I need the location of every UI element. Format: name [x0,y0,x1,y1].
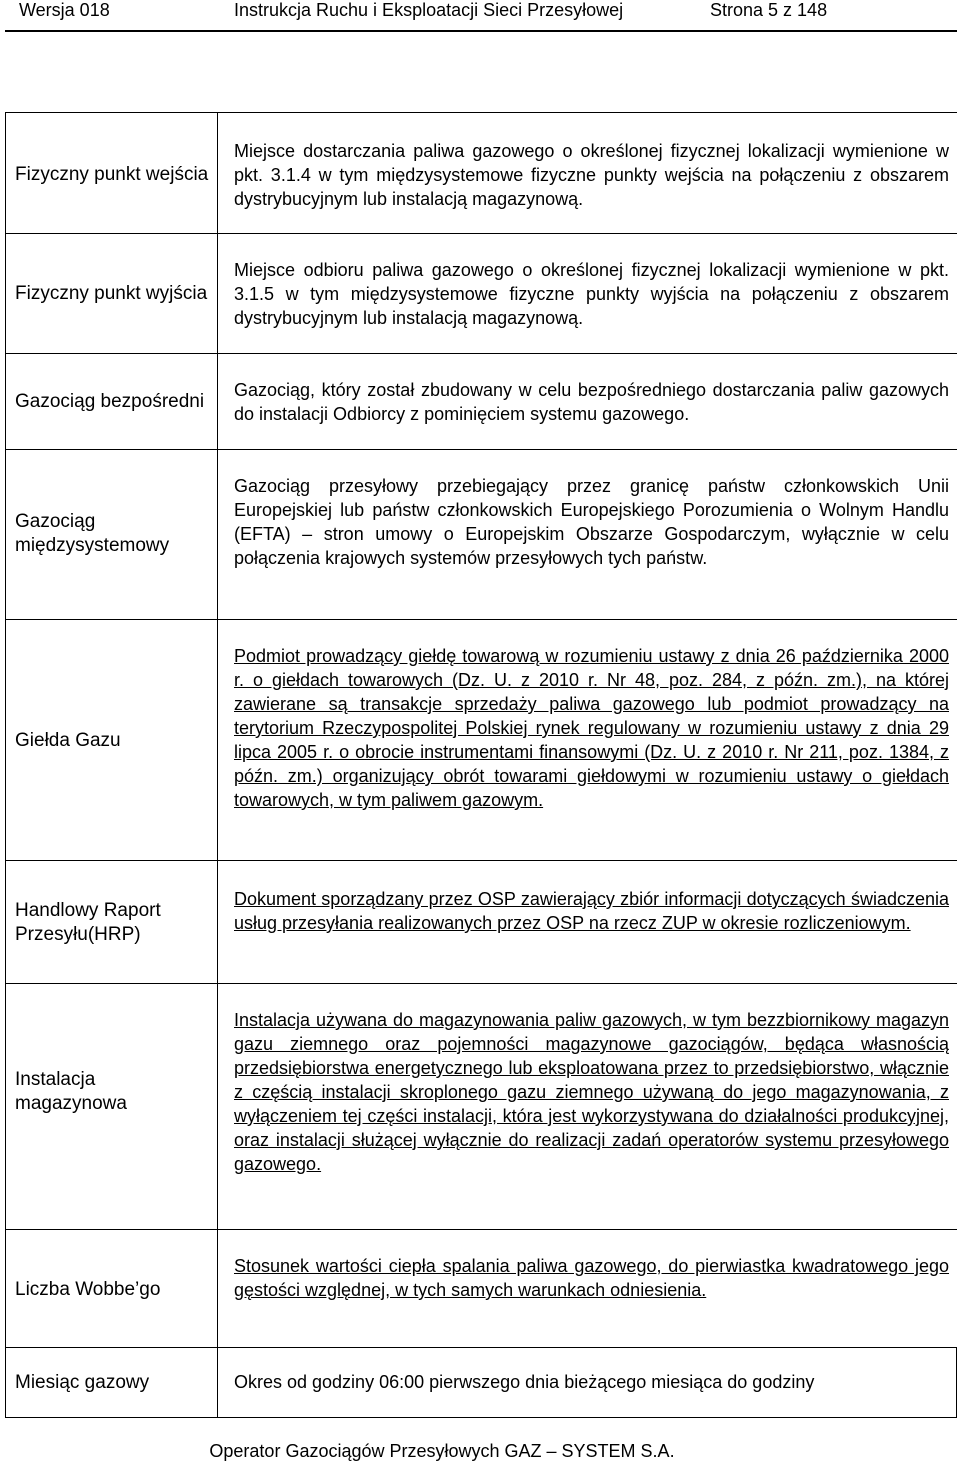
table-row [5,1347,957,1418]
header-divider [5,30,957,32]
term-cell: Handlowy Raport Przesyłu(HRP) [15,900,161,945]
table-row [5,1229,957,1347]
table-row [5,353,957,449]
table-row [5,449,957,619]
page-header [0,0,960,40]
definitions-table [5,112,957,1418]
definition-cell: Podmiot prowadzący giełdę towarową w rozumieniu ustawy z dnia 26 października 2000 r. o giełdach towarowych (Dz. U. z 2010 r. Nr 48, poz. 284, z późn. zm.), na której zawierane są transakcje sprzedaży paliwa gazowego lub podmiot prowadzący na terytorium Rzeczypospolitej Polskiej rynek regulowany w rozumieniu ustawy z dnia 29 lipca 2005 r. o obrocie instrumentami finansowymi (Dz. U. z 2010 r. Nr 211, poz. 1384, z późn. zm.) organizujący obrót towarami giełdowymi w rozumieniu ustawy o giełdach towarowych, w tym paliwem gazowym. [234,646,949,810]
definition-cell: Gazociąg przesyłowy przebiegający przez granicę państw członkowskich Unii Europejskiej lub państw członkowskich Europejskiego Porozumienia o Wolnym Handlu (EFTA) – stron umowy o Europejskim Obszarze Gospodarczym, wyłącznie w celu połączenia krajowych systemów przesyłowych tych państw. [234,476,949,568]
definition-cell: Instalacja używana do magazynowania paliw gazowych, w tym bezzbiornikowy magazyn gazu ziemnego oraz pojemności magazynowe gazociągów, będąca własnością przedsiębiorstwa energetycznego lub eksploatowana przez to przedsiębiorstwo, włącznie z częścią instalacji skroplonego gazu ziemnego używaną do jego magazynowania, z wyłączeniem tej części instalacji, która jest wykorzystywana do działalności produkcyjnej, oraz instalacji służącej wyłącznie do realizacji zadań operatorów systemu przesyłowego gazowego. [234,1010,949,1174]
table-row [5,233,957,353]
term-cell: Fizyczny punkt wejścia [15,164,209,185]
table-row [5,619,957,860]
definition-cell: Miejsce dostarczania paliwa gazowego o określonej fizycznej lokalizacji wymienione w pkt. 3.1.4 w tym międzysystemowe fizyczne punkty wejścia na połączeniu z obszarem dystrybucyjnym lub instalacją magazynową. [234,141,949,209]
page-footer [0,1441,960,1462]
term-cell: Miesiąc gazowy [15,1372,150,1393]
definition-cell: Stosunek wartości ciepła spalania paliwa gazowego, do pierwiastka kwadratowego jego gęstości względnej, w tych samych warunkach odniesienia. [234,1256,949,1300]
document-version: Wersja 018 [19,0,110,20]
term-cell: Instalacja magazynowa [15,1069,127,1114]
table-row [5,983,957,1229]
term-cell: Giełda Gazu [15,729,121,751]
table-row [5,112,957,233]
term-cell: Gazociąg międzysystemowy [15,511,170,556]
term-cell: Liczba Wobbe’go [15,1279,161,1300]
term-cell: Fizyczny punkt wyjścia [15,283,208,304]
document-title: Instrukcja Ruchu i Eksploatacji Sieci Przesyłowej [234,0,624,20]
definition-cell: Dokument sporządzany przez OSP zawierający zbiór informacji dotyczących świadczenia usług przesyłania realizowanych przez OSP na rzecz ZUP w okresie rozliczeniowym. [234,889,949,933]
definition-cell: Miejsce odbioru paliwa gazowego o określonej fizycznej lokalizacji wymienione w pkt. 3.1.5 w tym międzysystemowe fizyczne punkty wyjścia na połączeniu z obszarem dystrybucyjnym lub instalacją magazynową. [234,260,949,328]
definition-cell: Gazociąg, który został zbudowany w celu bezpośredniego dostarczania paliw gazowych do instalacji Odbiorcy z pominięciem systemu gazowego. [234,380,949,424]
footer-company: Operator Gazociągów Przesyłowych GAZ – SYSTEM S.A. [209,1441,675,1461]
definition-cell: Okres od godziny 06:00 pierwszego dnia bieżącego miesiąca do godziny [234,1372,815,1392]
term-cell: Gazociąg bezpośredni [15,391,205,412]
page-number: Strona 5 z 148 [710,0,828,20]
table-row [5,860,957,983]
